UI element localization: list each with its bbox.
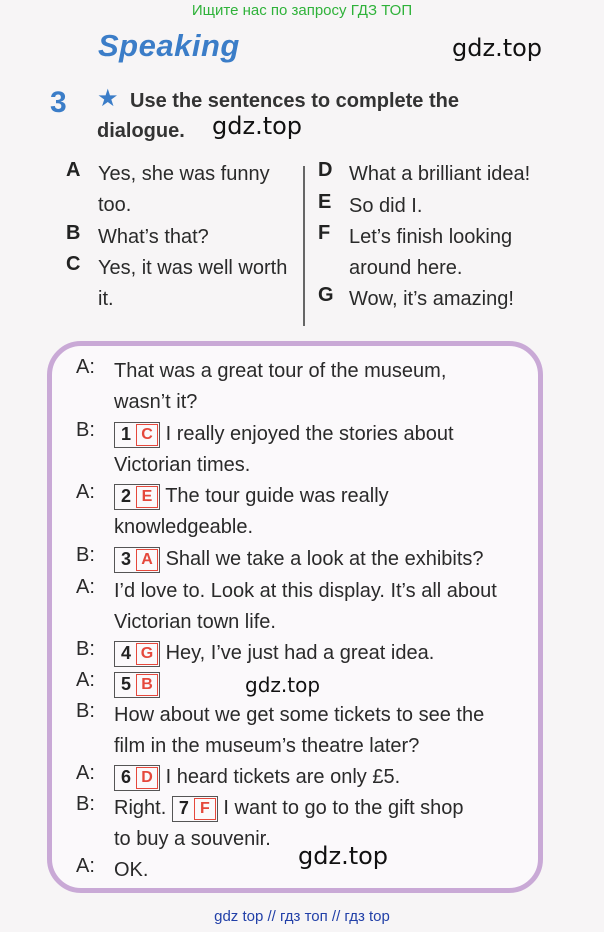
- option-d: [318, 159, 332, 182]
- gap-answer: G: [136, 643, 158, 665]
- gap-answer: C: [136, 424, 158, 446]
- instruction-line: dialogue.: [97, 120, 185, 142]
- dialogue-line: [114, 762, 534, 793]
- option-text-line: Yes, it was well worth: [98, 257, 288, 279]
- gap-box: [114, 484, 160, 510]
- dialogue-line: [114, 638, 534, 669]
- gap-answer: E: [136, 486, 158, 508]
- option-e: [318, 191, 331, 214]
- speaker-label: B:: [76, 419, 95, 441]
- dialogue-line: [114, 356, 534, 418]
- dialogue-text: film in the museum’s theatre later?: [114, 735, 420, 757]
- watermark: gdz.top: [212, 112, 303, 140]
- gap-number: 4: [121, 643, 132, 664]
- option-letter: C: [66, 253, 81, 275]
- option-text-line: around here.: [349, 257, 463, 279]
- exercise-instruction: [97, 86, 530, 146]
- option-letter: D: [318, 159, 333, 181]
- option-f: [318, 222, 330, 245]
- star-icon: ★: [97, 85, 119, 112]
- dialogue-line: [114, 419, 534, 481]
- speaker-label: A:: [76, 356, 95, 378]
- option-e-text: So did I.: [349, 195, 423, 217]
- option-letter: B: [66, 222, 81, 244]
- speaker-label: B:: [76, 638, 95, 660]
- gap-box: [172, 796, 218, 822]
- dialogue-line: [114, 669, 234, 700]
- dialogue-line: [114, 700, 534, 762]
- watermark: gdz.top: [298, 842, 389, 870]
- bottom-banner: gdz top // гдз топ // гдз top: [214, 908, 390, 925]
- gap-number: 2: [121, 486, 132, 507]
- speaker-label: A:: [76, 762, 95, 784]
- dialogue-line: OK.: [114, 859, 149, 881]
- dialogue-text: wasn’t it?: [114, 391, 198, 413]
- option-letter: G: [318, 284, 334, 306]
- dialogue-text: knowledgeable.: [114, 516, 253, 538]
- option-g: [318, 284, 334, 307]
- gap-box: [114, 641, 160, 667]
- speaker-label: B:: [76, 700, 95, 722]
- instruction-line: Use the sentences to complete the: [130, 90, 459, 112]
- dialogue-line: [114, 544, 534, 575]
- dialogue-text: The tour guide was really: [165, 485, 389, 507]
- dialogue-text: Right.: [114, 797, 167, 819]
- gap-number: 1: [121, 424, 132, 445]
- option-b: [66, 222, 80, 245]
- section-title: Speaking: [98, 28, 240, 63]
- exercise-number: 3: [50, 86, 67, 119]
- option-text-line: Yes, she was funny: [98, 163, 270, 185]
- dialogue-text: to buy a souvenir.: [114, 828, 271, 850]
- dialogue-line: [114, 576, 539, 638]
- dialogue-text: How about we get some tickets to see the: [114, 704, 485, 726]
- gap-box: [114, 672, 160, 698]
- column-divider: [303, 166, 305, 326]
- dialogue-text: Victorian town life.: [114, 611, 276, 633]
- option-letter: F: [318, 222, 331, 244]
- option-text-line: it.: [98, 288, 114, 310]
- gap-box: [114, 765, 160, 791]
- speaker-label: B:: [76, 793, 95, 815]
- speaker-label: A:: [76, 855, 95, 877]
- option-c-text: [98, 253, 303, 315]
- option-a: [66, 159, 80, 182]
- gap-box: [114, 547, 160, 573]
- dialogue-text: Shall we take a look at the exhibits?: [165, 548, 484, 570]
- dialogue-text: I really enjoyed the stories about: [165, 423, 454, 445]
- dialogue-text: That was a great tour of the museum,: [114, 360, 447, 382]
- gap-answer: B: [136, 674, 158, 696]
- option-b-text: What’s that?: [98, 226, 209, 248]
- gap-number: 6: [121, 767, 132, 788]
- option-g-text: Wow, it’s amazing!: [349, 288, 514, 310]
- watermark: gdz.top: [452, 34, 543, 62]
- dialogue-text: I heard tickets are only £5.: [165, 766, 401, 788]
- option-f-text: [349, 222, 589, 284]
- dialogue-text: Hey, I’ve just had a great idea.: [165, 642, 435, 664]
- gap-number: 7: [178, 798, 189, 819]
- option-c: [66, 253, 80, 276]
- gap-number: 5: [121, 674, 132, 695]
- option-a-text: [98, 159, 303, 221]
- option-text-line: Let’s finish looking: [349, 226, 513, 248]
- dialogue-line: [114, 481, 534, 543]
- gap-number: 3: [121, 549, 132, 570]
- speaker-label: B:: [76, 544, 95, 566]
- option-text-line: too.: [98, 194, 132, 216]
- watermark: gdz.top: [245, 673, 321, 697]
- gap-box: [114, 422, 160, 448]
- speaker-label: A:: [76, 669, 95, 691]
- option-letter: E: [318, 191, 332, 213]
- option-d-text: What a brilliant idea!: [349, 163, 531, 185]
- gap-answer: F: [194, 798, 216, 820]
- gap-answer: D: [136, 767, 158, 789]
- speaker-label: A:: [76, 576, 95, 598]
- top-banner: Ищите нас по запросу ГДЗ ТОП: [191, 2, 413, 19]
- option-letter: A: [66, 159, 81, 181]
- speaker-label: A:: [76, 481, 95, 503]
- dialogue-text: I want to go to the gift shop: [223, 797, 464, 819]
- dialogue-text: Victorian times.: [114, 454, 251, 476]
- dialogue-text: I’d love to. Look at this display. It’s all about: [114, 580, 497, 602]
- gap-answer: A: [136, 549, 158, 571]
